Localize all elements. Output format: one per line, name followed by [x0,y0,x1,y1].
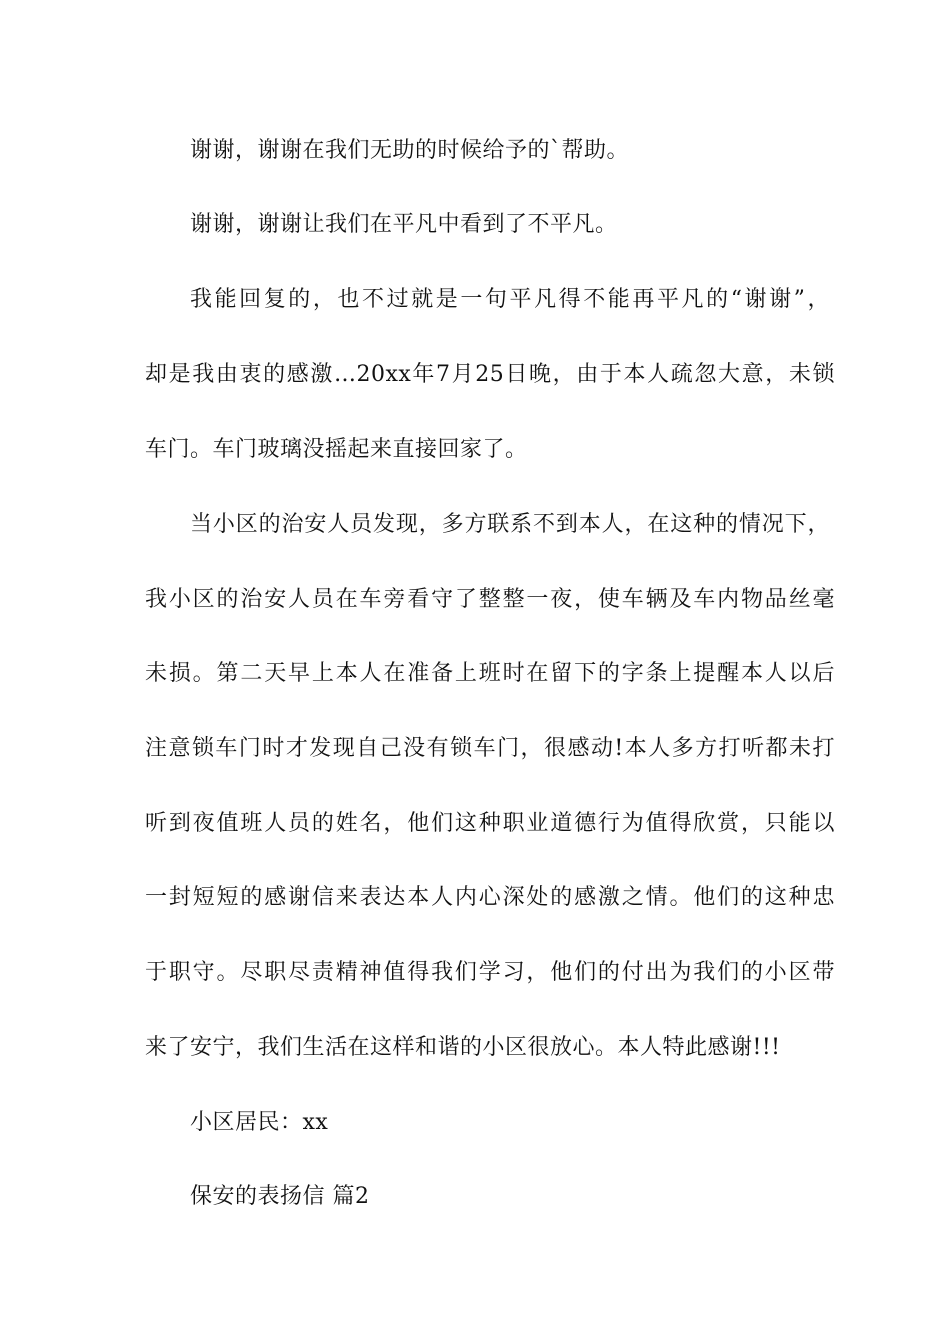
paragraph-line-9: 注意锁车门时才发现自己没有锁车门，很感动!本人多方打听都未打 [145,736,835,761]
paragraph-line-3: 我能回复的，也不过就是一句平凡得不能再平凡的“谢谢”， [190,287,830,312]
paragraph-line-8: 未损。第二天早上本人在准备上班时在留下的字条上提醒本人以后 [145,661,835,686]
paragraph-line-11: 一封短短的感谢信来表达本人内心深处的感激之情。他们的这种忠 [145,885,835,910]
paragraph-line-13: 来了安宁，我们生活在这样和谐的小区很放心。本人特此感谢!!! [145,1035,781,1060]
section-heading: 保安的表扬信 篇2 [190,1184,370,1209]
paragraph-line-6: 当小区的治安人员发现，多方联系不到本人，在这种的情况下， [190,512,830,537]
paragraph-line-4: 却是我由衷的感激…20xx年7月25日晚，由于本人疏忽大意，未锁 [145,362,835,387]
signature-line: 小区居民：xx [190,1110,329,1135]
paragraph-line-7: 我小区的治安人员在车旁看守了整整一夜，使车辆及车内物品丝毫 [145,587,835,612]
paragraph-line-2: 谢谢，谢谢让我们在平凡中看到了不平凡。 [190,212,618,237]
paragraph-line-1: 谢谢，谢谢在我们无助的时候给予的`帮助。 [190,138,630,163]
paragraph-line-5: 车门。车门玻璃没摇起来直接回家了。 [145,437,528,462]
paragraph-line-10: 听到夜值班人员的姓名，他们这种职业道德行为值得欣赏，只能以 [145,811,835,836]
paragraph-line-12: 于职守。尽职尽责精神值得我们学习，他们的付出为我们的小区带 [145,960,835,985]
